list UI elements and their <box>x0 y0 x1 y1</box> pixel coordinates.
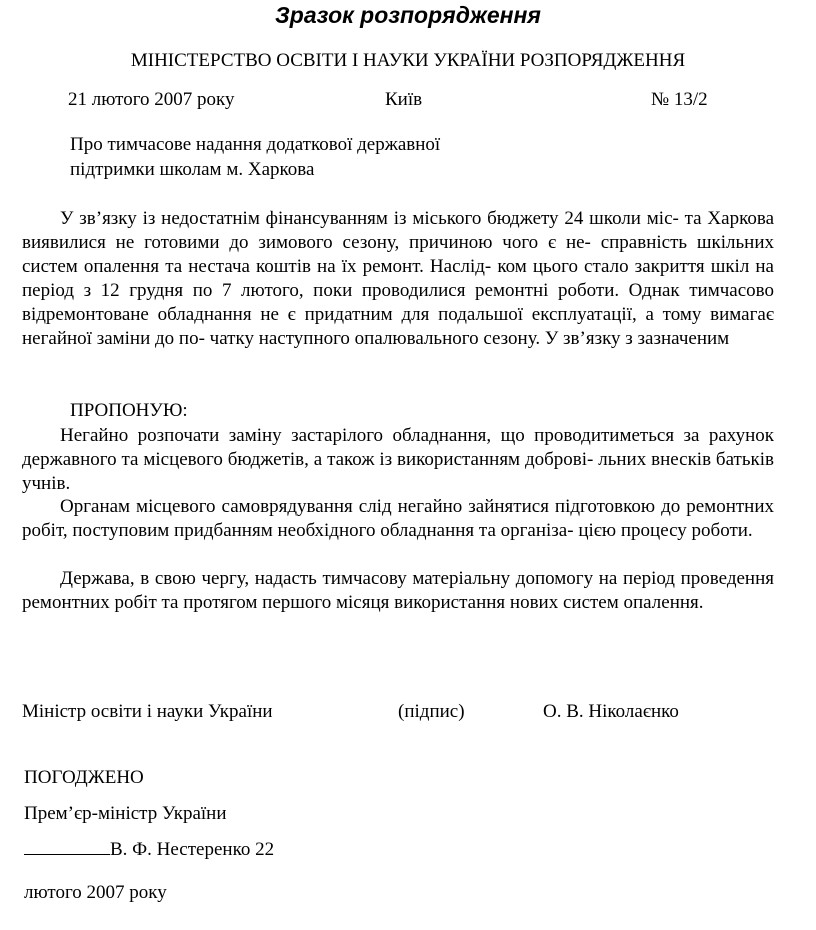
signature-placeholder: (підпис) <box>398 701 465 722</box>
subject-line-2: підтримки школам м. Харкова <box>70 159 315 180</box>
signature-line <box>24 839 110 855</box>
pm-title: Прем’єр-міністр України <box>24 803 227 824</box>
minister-name: О. В. Ніколаєнко <box>543 701 679 722</box>
intro-paragraph: У зв’язку із недостатнім фінансуванням із міського бюджету 24 школи міс- та Харкова виявилися не готовими до зимового сезону, причиною чого є не- справність шкільних систем опалення та нестача коштів на їх ремонт. Наслід- ком цього стало закриття шкіл на період з 12 грудня по 7 лютого, поки проводилися ремонтні роботи. Однак тимчасово відремонтоване обладнання не є придатним для подальшої експлуатації, а тому вимагає негайної заміни до по- чатку наступного опалювального сезону. У зв’язку з зазначеним <box>22 208 774 349</box>
approval-date: лютого 2007 року <box>24 882 167 903</box>
document-header: МІНІСТЕРСТВО ОСВІТИ І НАУКИ УКРАЇНИ РОЗПОРЯДЖЕННЯ <box>130 50 686 71</box>
proposal-point-2: Органам місцевого самоврядування слід негайно зайнятися підготовкою до ремонтних робіт, поступовим придбанням необхідного обладнання та організа- цією процесу роботи. <box>22 496 774 541</box>
pm-signature-row <box>24 839 274 861</box>
pm-name: В. Ф. Нестеренко 22 <box>110 839 275 860</box>
document-city: Київ <box>385 89 423 110</box>
approved-label: ПОГОДЖЕНО <box>24 767 144 788</box>
sample-title: Зразок розпорядження <box>275 2 541 28</box>
document-number: № 13/2 <box>651 89 708 110</box>
subject-line-1: Про тимчасове надання додаткової державної <box>70 134 441 155</box>
proposal-point-3: Держава, в свою чергу, надасть тимчасову матеріальну допомогу на період проведення ремонтних робіт та протягом першого місяця використання нових систем опалення. <box>22 568 774 613</box>
document-date: 21 лютого 2007 року <box>68 89 235 110</box>
proposal-point-1: Негайно розпочати заміну застарілого обладнання, що проводитиметься за рахунок державного та місцевого бюджетів, а також із використанням доброві- льних внесків батьків учнів. <box>22 425 774 494</box>
minister-title: Міністр освіти і науки України <box>22 701 273 722</box>
propose-heading: ПРОПОНУЮ: <box>70 400 188 421</box>
